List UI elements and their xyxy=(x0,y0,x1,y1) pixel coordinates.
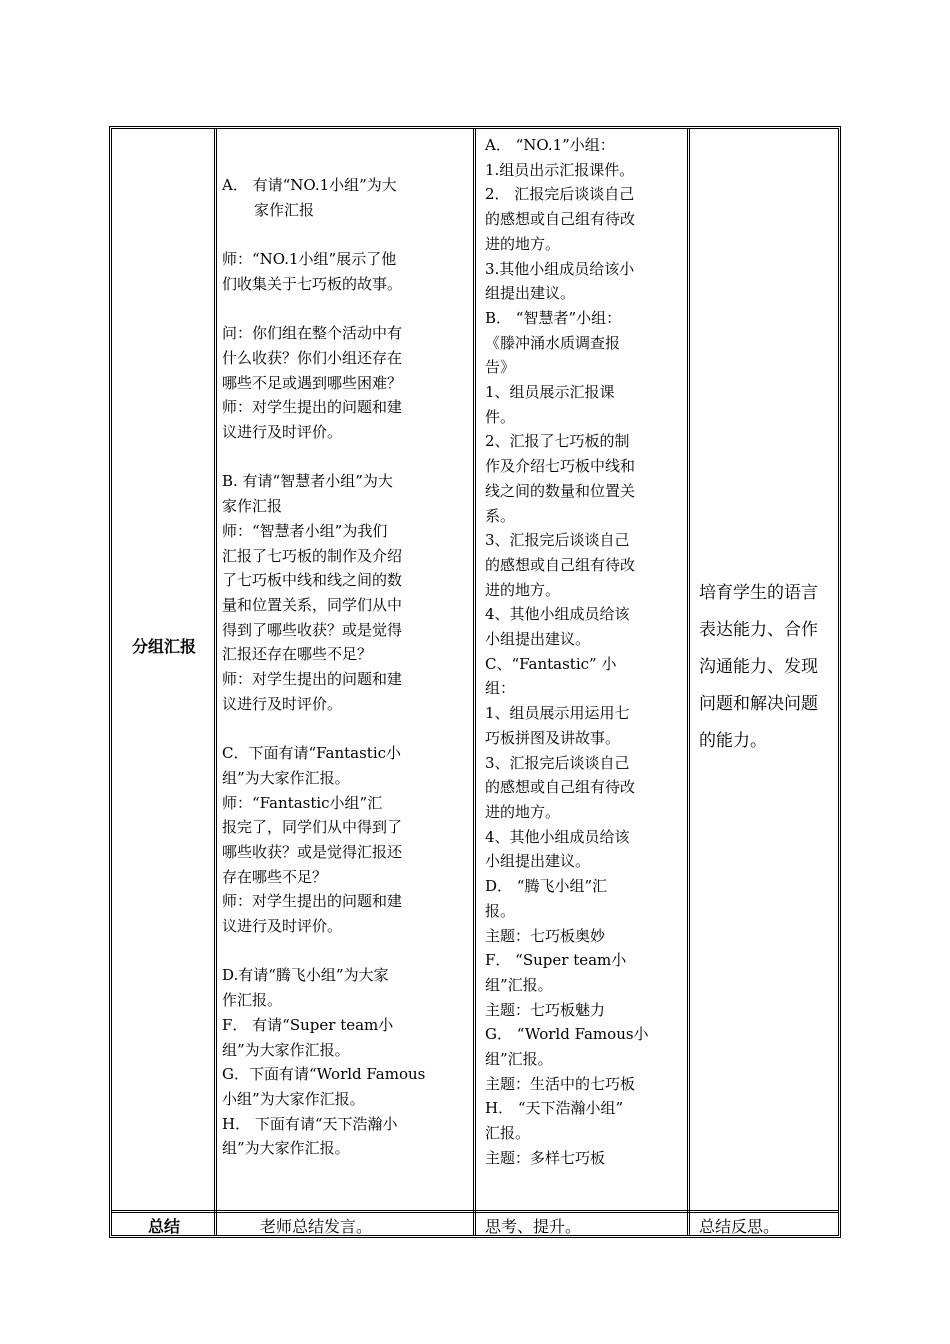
student-text-line: 报。 xyxy=(485,901,516,920)
teacher-text-line: 师：对学生提出的问题和建 xyxy=(222,670,403,689)
design-intent-line: 问题和解决问题 xyxy=(699,694,818,714)
teacher-text-line: 量和位置关系，同学们从中 xyxy=(222,595,403,614)
student-text-line: B． “智慧者”小组： xyxy=(485,308,622,327)
summary-row xyxy=(112,1213,838,1235)
student-text-line: 系。 xyxy=(485,506,516,525)
paragraph-gap xyxy=(222,222,465,247)
student-activity-cell xyxy=(485,133,680,1171)
student-text-line: 1、组员展示汇报课 xyxy=(485,383,615,402)
student-text-line: 组： xyxy=(485,679,516,698)
student-text-line: 1、组员展示用运用七 xyxy=(485,704,630,723)
teacher-text-line: 们收集关于七巧板的故事。 xyxy=(222,274,403,293)
student-text-line: 进的地方。 xyxy=(485,580,561,599)
teacher-text-line: 哪些不足或遇到哪些困难？ xyxy=(222,373,403,392)
teacher-text-line: 组”为大家作汇报。 xyxy=(222,1040,350,1059)
student-text-line: 进的地方。 xyxy=(485,802,561,821)
student-text-line: 组”汇报。 xyxy=(485,1050,553,1069)
student-text-line: 汇报。 xyxy=(485,1124,531,1143)
student-text-line: 的感想或自己组有待改 xyxy=(485,210,636,229)
student-text-line: D． “腾飞小组”汇 xyxy=(485,877,608,896)
column-divider xyxy=(214,129,217,1235)
student-text-line: 件。 xyxy=(485,407,516,426)
student-text-line: 1.组员出示汇报课件。 xyxy=(485,160,635,179)
teacher-text-line: D.有请“腾飞小组”为大家 xyxy=(222,966,389,985)
teacher-text-line: 问：你们组在整个活动中有 xyxy=(222,324,403,343)
student-text-line: 主题：七巧板奥妙 xyxy=(485,926,606,945)
student-text-line: 告》 xyxy=(485,358,516,377)
design-intent-line: 的能力。 xyxy=(699,731,767,751)
teacher-activity-cell xyxy=(222,173,465,1161)
student-text-line: 小组提出建议。 xyxy=(485,630,591,649)
teacher-text-line: 议进行及时评价。 xyxy=(222,694,343,713)
student-text-line: 3、汇报完后谈谈自己 xyxy=(485,753,630,772)
student-text-line: 2、汇报了七巧板的制 xyxy=(485,432,630,451)
student-text-line: 作及介绍七巧板中线和 xyxy=(485,457,636,476)
teacher-text-line: 家作汇报 xyxy=(222,497,283,516)
teacher-text-line: 作汇报。 xyxy=(222,991,283,1010)
teacher-text-line: 议进行及时评价。 xyxy=(222,917,343,936)
paragraph-gap xyxy=(222,297,465,322)
teacher-text-line: 存在哪些不足？ xyxy=(222,867,328,886)
student-text-line: 4、其他小组成员给该 xyxy=(485,605,630,624)
paragraph-gap xyxy=(222,939,465,964)
design-intent-line: 培育学生的语言 xyxy=(699,583,818,603)
summary-teacher-activity: 老师总结发言。 xyxy=(260,1217,373,1236)
teacher-text-line: 组”为大家作汇报。 xyxy=(222,768,350,787)
teacher-text-line: 师：对学生提出的问题和建 xyxy=(222,398,403,417)
student-text-line: 主题：七巧板魅力 xyxy=(485,1000,606,1019)
teacher-text-line: 哪些收获？或是觉得汇报还 xyxy=(222,842,403,861)
paragraph-gap xyxy=(222,445,465,470)
student-text-line: 小组提出建议。 xyxy=(485,852,591,871)
teacher-text-line: 组”为大家作汇报。 xyxy=(222,1139,350,1158)
design-intent-cell xyxy=(699,575,839,760)
student-text-line: 的感想或自己组有待改 xyxy=(485,778,636,797)
student-text-line: 2． 汇报完后谈谈自己 xyxy=(485,185,635,204)
student-text-line: C、“Fantastic” 小 xyxy=(485,654,617,673)
teacher-text-line: 得到了哪些收获？或是觉得 xyxy=(222,620,403,639)
column-divider xyxy=(687,129,690,1235)
paragraph-gap xyxy=(222,716,465,741)
teacher-text-line: 小组”为大家作汇报。 xyxy=(222,1089,365,1108)
teacher-text-line: 师：“Fantastic小组”汇 xyxy=(222,793,383,812)
student-text-line: 组提出建议。 xyxy=(485,284,576,303)
student-text-line: F． “Super team小 xyxy=(485,951,627,970)
section-label: 分组汇报 xyxy=(131,637,196,656)
student-text-line: G． “World Famous小 xyxy=(485,1025,649,1044)
summary-label: 总结 xyxy=(147,1217,180,1236)
teacher-text-line: 报完了，同学们从中得到了 xyxy=(222,818,403,837)
teacher-text-line: C．下面有请“Fantastic小 xyxy=(222,744,402,763)
student-text-line: 进的地方。 xyxy=(485,234,561,253)
teacher-text-line: 汇报了七巧板的制作及介绍 xyxy=(222,546,403,565)
summary-design-intent: 总结反思。 xyxy=(699,1217,780,1236)
student-text-line: 3.其他小组成员给该小 xyxy=(485,259,635,278)
teacher-text-line: G．下面有请“World Famous xyxy=(222,1065,426,1084)
teacher-text-line: 汇报还存在哪些不足？ xyxy=(222,645,373,664)
teacher-text-line: 师：“NO.1小组”展示了他 xyxy=(222,250,397,269)
student-text-line: 3、汇报完后谈谈自己 xyxy=(485,531,630,550)
teacher-text-line: A． 有请“NO.1小组”为大 xyxy=(222,176,397,194)
student-text-line: A． “NO.1”小组： xyxy=(485,136,615,154)
student-text-line: 组”汇报。 xyxy=(485,975,553,994)
student-text-line: 巧板拼图及讲故事。 xyxy=(485,728,621,747)
teacher-text-line: 议进行及时评价。 xyxy=(222,423,343,441)
student-text-line: 线之间的数量和位置关 xyxy=(485,481,636,500)
student-text-line: H． “天下浩瀚小组” xyxy=(485,1099,624,1118)
teacher-text-line: 师：“智慧者小组”为我们 xyxy=(222,521,388,540)
teacher-text-line: 师：对学生提出的问题和建 xyxy=(222,892,403,911)
student-text-line: 的感想或自己组有待改 xyxy=(485,555,636,574)
teacher-text-line: B. 有请“智慧者小组”为大 xyxy=(222,472,393,491)
student-text-line: 主题：生活中的七巧板 xyxy=(485,1074,636,1093)
student-text-line: 主题：多样七巧板 xyxy=(485,1148,606,1167)
teacher-text-line: 家作汇报 xyxy=(254,200,315,219)
teacher-text-line: F． 有请“Super team小 xyxy=(222,1015,394,1034)
student-text-line: 《滕冲涌水质调查报 xyxy=(485,333,621,352)
column-divider xyxy=(473,129,476,1235)
student-text-line: 4、其他小组成员给该 xyxy=(485,827,630,846)
teacher-text-line: H． 下面有请“天下浩瀚小 xyxy=(222,1114,398,1133)
summary-student-activity: 思考、提升。 xyxy=(485,1217,582,1236)
design-intent-line: 表达能力、合作 xyxy=(699,620,818,640)
teacher-text-line: 了七巧板中线和线之间的数 xyxy=(222,571,403,590)
design-intent-line: 沟通能力、发现 xyxy=(699,657,818,677)
teacher-text-line: 什么收获？你们小组还存在 xyxy=(222,348,403,367)
lesson-plan-table xyxy=(109,126,841,1238)
